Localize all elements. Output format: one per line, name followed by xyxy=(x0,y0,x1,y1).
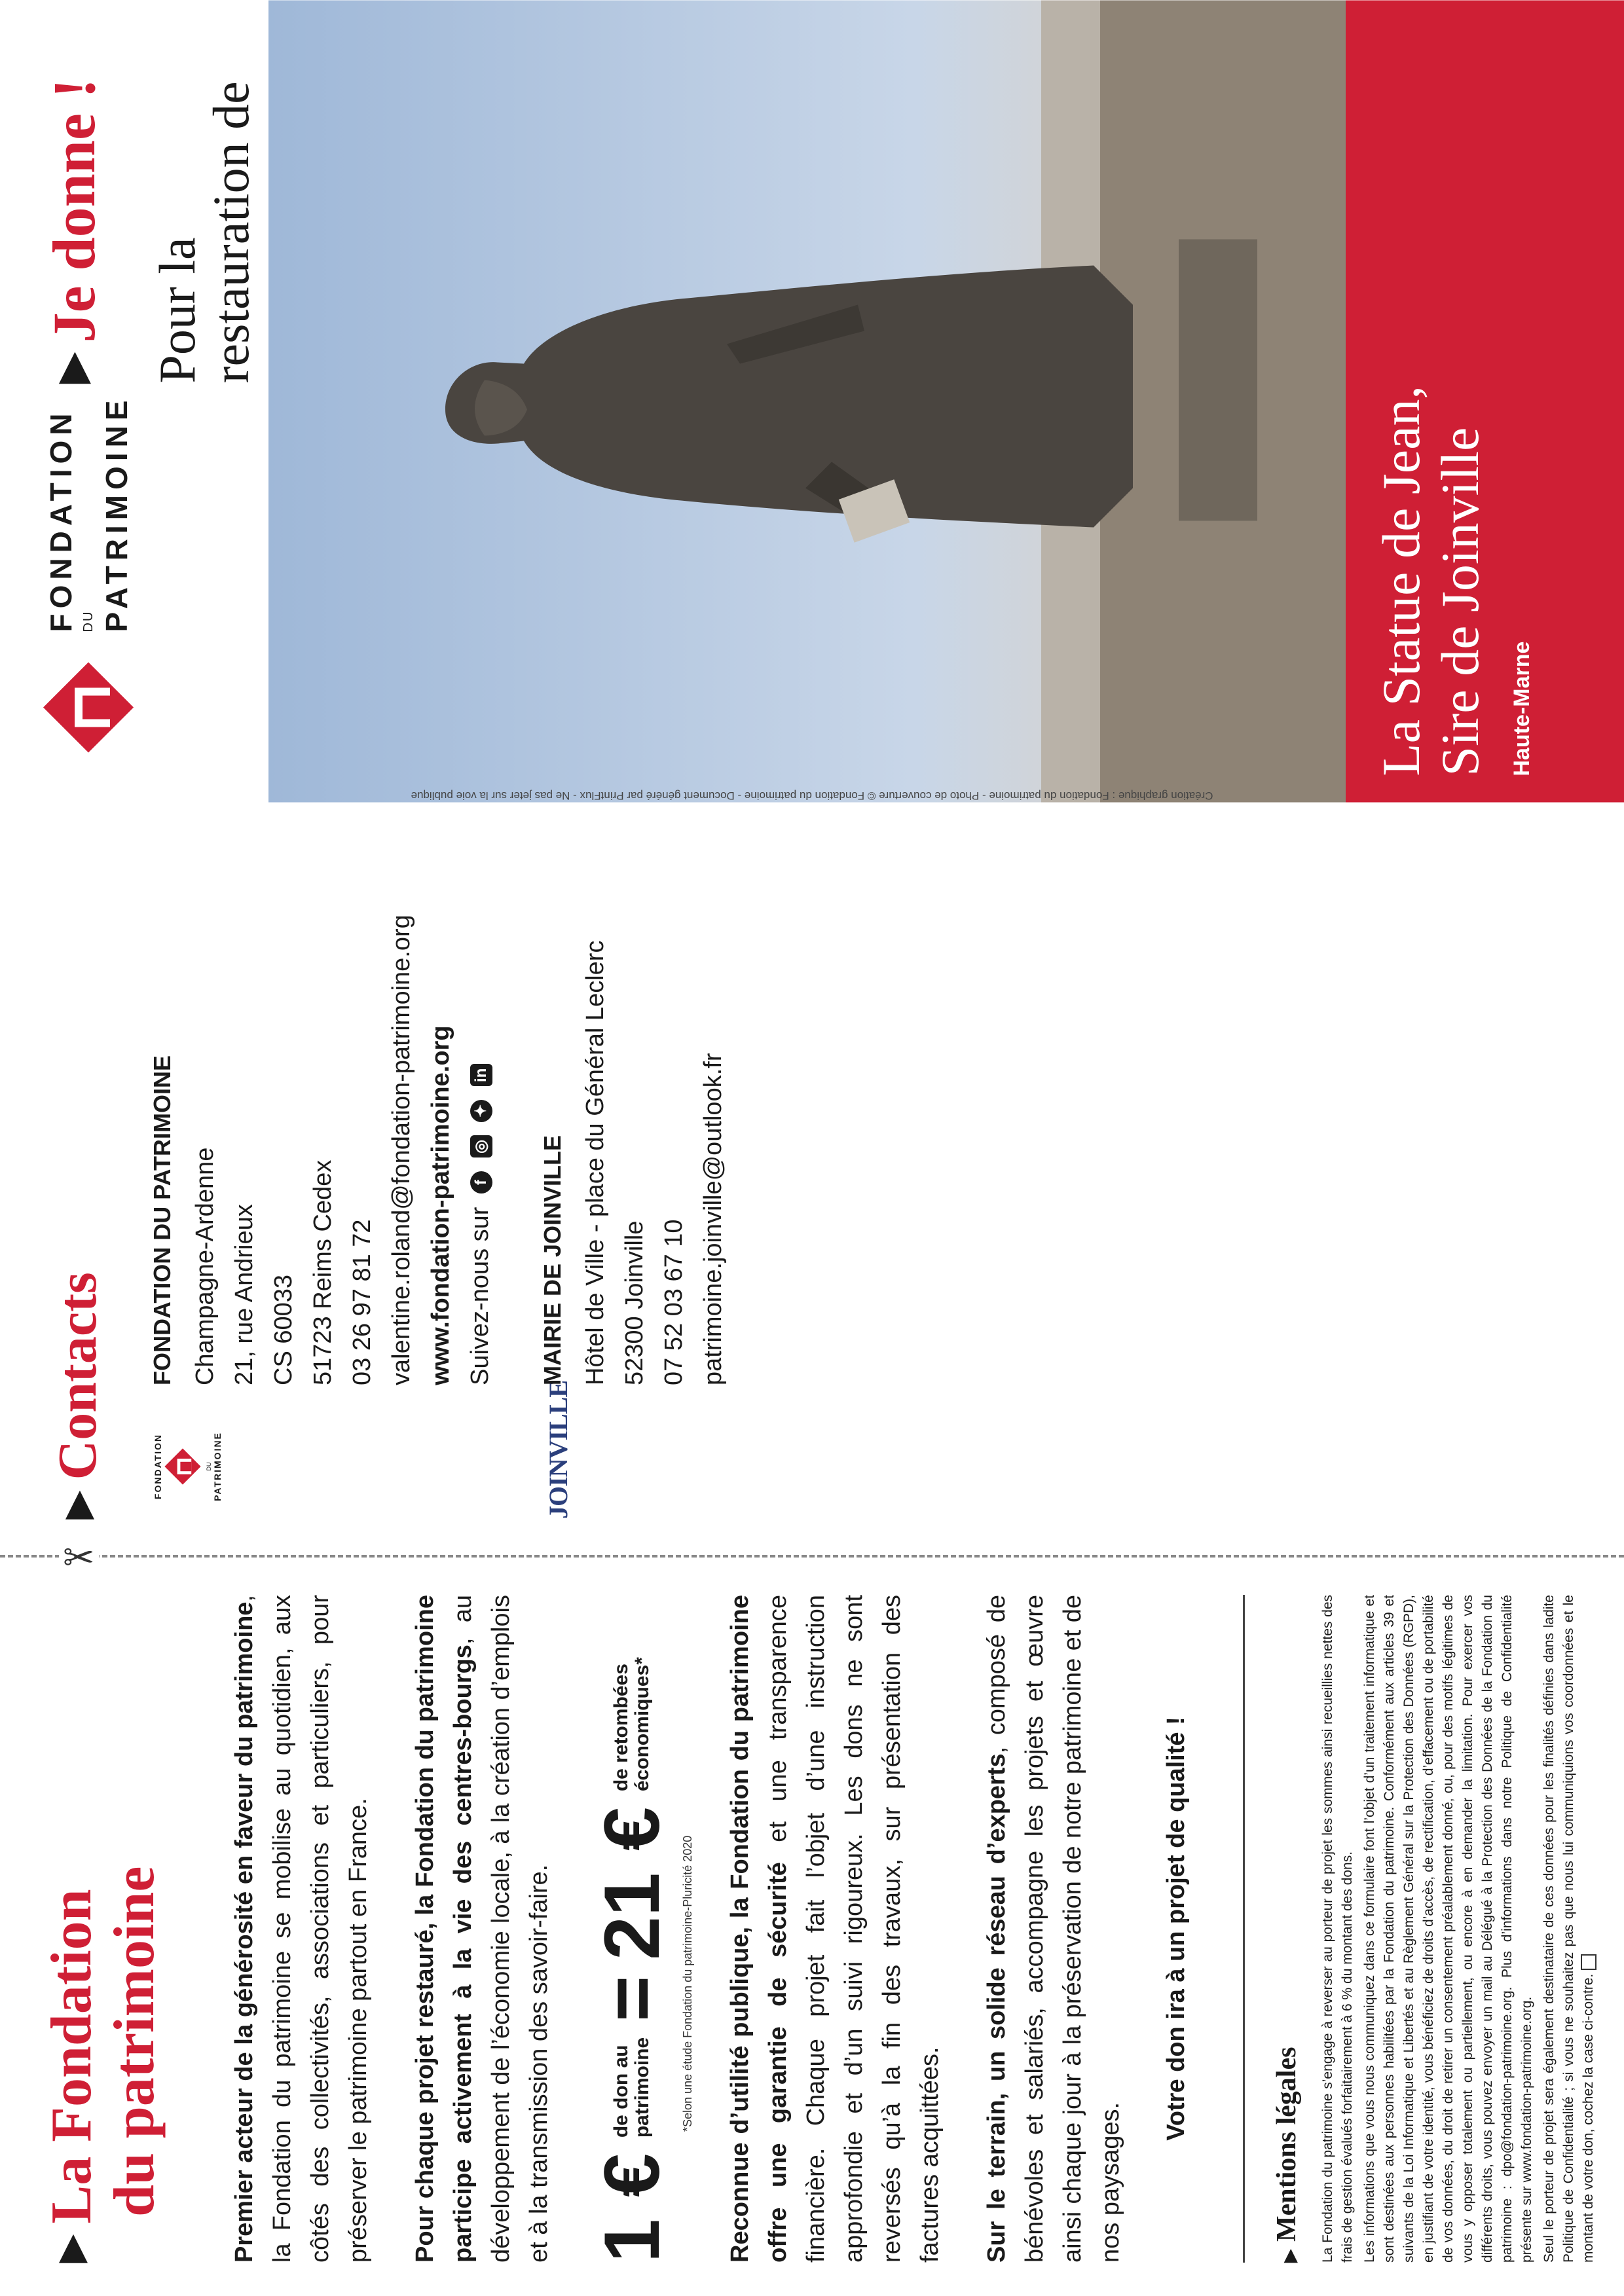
stat-note: *Selon une étude Fondation du patrimoine-Pluricité 2020 xyxy=(681,1835,694,2132)
optout-checkbox[interactable] xyxy=(1581,1954,1596,1970)
fondation-title-line2: du patrimoine xyxy=(103,1866,166,2217)
small-logo-du: DU xyxy=(206,1462,212,1471)
cover-title-band xyxy=(1346,0,1624,802)
para-projet-restaure: Pour chaque projet restauré, la Fondation du patrimoine participe activement à la vie des centres-bourgs, au développement de l’économie locale, à la création d’emplois et à la transmission des savoir-faire. xyxy=(411,1595,553,2263)
joinville-logo xyxy=(539,1380,733,1519)
stat-row xyxy=(587,1595,677,2263)
statue-photo xyxy=(268,0,1346,802)
mentions-title: ▶Mentions légales xyxy=(1272,2047,1302,2263)
fondation-small-logo-icon xyxy=(163,1447,202,1486)
mairie-contact-name: MAIRIE DE JOINVILLE xyxy=(539,1135,566,1385)
contact-mairie xyxy=(539,845,733,1519)
contacts-title: ▶Contacts xyxy=(47,1272,108,1519)
contacts-panel xyxy=(0,812,1624,1552)
cta-qualite: Votre don ira à un projet de qualité ! xyxy=(1162,1717,1190,2141)
pour-la-restauration xyxy=(151,81,258,383)
fondation-cs: CS 60033 xyxy=(270,1274,297,1385)
fondation-panel xyxy=(0,1561,1624,2296)
divider xyxy=(1243,1595,1245,2263)
statue-illustration xyxy=(268,0,1346,802)
facebook-icon[interactable]: f xyxy=(470,1171,492,1194)
logo-line2: PATRIMOINE xyxy=(99,395,134,632)
small-logo-line1: FONDATION xyxy=(153,1433,163,1500)
stat-left-label: de don au patrimoine xyxy=(610,2037,653,2138)
cut-line xyxy=(0,1555,1624,1558)
cover-title-line1: La Statue de Jean, xyxy=(1371,385,1431,776)
cover-header xyxy=(0,0,268,802)
para-reseau-experts: Sur le terrain, un solide réseau d’experts, composé de bénévoles et salariés, accompagne les projets et œuvre ainsi chaque jour à la préservation de notre patrimoine et de nos paysages. xyxy=(983,1595,1124,2263)
joinville-logo-text: JOINVILLE xyxy=(544,1380,573,1519)
fondation-street: 21, rue Andrieux xyxy=(231,1204,258,1385)
triangle-icon: ▶ xyxy=(50,352,94,383)
cover-panel xyxy=(0,0,1624,802)
mentions-p3: Seul le porteur de projet sera également destinataire de ces données pour les finalités définies dans ladite Politique de Confidentialité ; si vous ne souhaitez pas que nous lui communiquions vos coordonnées et le montant de votre don, cochez la case ci-contre. xyxy=(1541,1595,1596,2263)
mentions-p2: Les informations que vous nous communiquez dans ce formulaire font l’objet d’un traitement informatique et sont destinées aux personnes habilitées par la Fondation du patrimoine. Conformément aux articles 39 et suivants de la Loi Informatique et Libertés et au Règlement Général sur la Protection des Données (RGPD), en justifiant de votre identité, vous bénéficiez de droits d’accès, de rectification, d’effacement ou de portabilité de vos données, du droit de retirer un consentement préalablement donné, ou, pour des motifs légitimes de vous y opposer totalement ou partiellement, ou encore à en demander la limitation. Pour exercer vos différents droits, vous pouvez envoyer un mail au Délégué à la Protection des Données de la Fondation du patrimoine : dpo@fondation-patrimoine.org. Plus d’informations dans notre Politique de Confidentialité présente sur www.fondation-patrimoine.org. xyxy=(1362,1595,1534,2263)
mairie-city: 52300 Joinville xyxy=(621,1220,648,1385)
para-utilite-publique: Reconnue d’utilité publique, la Fondation du patrimoine offre une garantie de sécurité et une transparence financière. Chaque projet fait l’objet d’une instruction approfondie et d’un suivi rigoureux. Les dons ne sont reversés qu’à la fin des travaux, sur présentation des factures acquittées. xyxy=(726,1595,944,2263)
fondation-phone[interactable]: 03 26 97 81 72 xyxy=(348,1219,376,1385)
fondation-small-logo xyxy=(149,1414,500,1519)
fondation-email[interactable]: valentine.roland@fondation-patrimoine.org xyxy=(388,915,415,1385)
para-premier-acteur: Premier acteur de la générosité en faveur du patrimoine, la Fondation du patrimoine se mobilise au quotidien, aux côtés des collectivités, associations et particuliers, pour préserver le patrimoine partout en France. xyxy=(231,1595,372,2263)
cover-region: Haute-Marne xyxy=(1509,641,1534,776)
small-logo-line2: PATRIMOINE xyxy=(212,1432,223,1501)
stat-equals: = xyxy=(588,1975,676,2022)
stat-right-label: de retombées économiques* xyxy=(610,1657,653,1792)
logo-line1: FONDATION xyxy=(43,407,78,632)
restauration-line: restauration de xyxy=(202,81,259,383)
linkedin-icon[interactable]: in xyxy=(470,1064,492,1086)
mairie-address: Hôtel de Ville - place du Général Leclerc xyxy=(581,940,609,1385)
fondation-city: 51723 Reims Cedex xyxy=(309,1159,337,1385)
instagram-icon[interactable]: ◎ xyxy=(470,1135,492,1157)
credit-line: Création graphique : Fondation du patrimoine - Photo de couverture © Fondation du patrimoine - Document généré par PrintFlux - Ne pas jeter sur la voie publique xyxy=(411,790,1213,802)
triangle-icon: ▶ xyxy=(1280,2250,1299,2263)
follow-label: Suivez-nous sur xyxy=(466,1207,494,1385)
cover-title xyxy=(1372,385,1490,776)
fondation-logo xyxy=(39,395,138,756)
fondation-title xyxy=(39,1595,166,2263)
stat-left-value: 1 € xyxy=(588,2153,676,2263)
twitter-icon[interactable]: ✦ xyxy=(470,1100,492,1122)
contact-fondation xyxy=(149,845,500,1519)
pour-la-line: Pour la xyxy=(149,236,206,383)
triangle-icon: ▶ xyxy=(58,1491,97,1519)
fondation-region: Champagne-Ardenne xyxy=(191,1147,219,1385)
fondation-website[interactable]: www.fondation-patrimoine.org xyxy=(427,1025,454,1385)
triangle-icon: ▶ xyxy=(51,2235,90,2263)
scissors-icon: ✂ xyxy=(59,1535,99,1580)
cover-title-line2: Sire de Joinville xyxy=(1430,427,1490,776)
je-donne-heading: ▶Je donne ! xyxy=(41,78,107,383)
fondation-logo-icon xyxy=(39,658,138,756)
logo-du: DU xyxy=(81,610,96,632)
fondation-contact-name: FONDATION DU PATRIMOINE xyxy=(149,1055,175,1385)
fondation-title-line1: La Fondation xyxy=(40,1889,103,2224)
follow-line xyxy=(460,915,500,1385)
mentions-p1: La Fondation du patrimoine s’engage à reverser au porteur de projet les sommes ainsi recueillies nettes des frais de gestion évalués forfaitairement à 6 % du montant des dons. xyxy=(1320,1595,1355,2263)
mairie-phone[interactable]: 07 52 03 67 10 xyxy=(660,1219,688,1385)
mairie-email[interactable]: patrimoine.joinville@outlook.fr xyxy=(699,1053,727,1385)
stat-right-value: 21 € xyxy=(588,1807,676,1960)
